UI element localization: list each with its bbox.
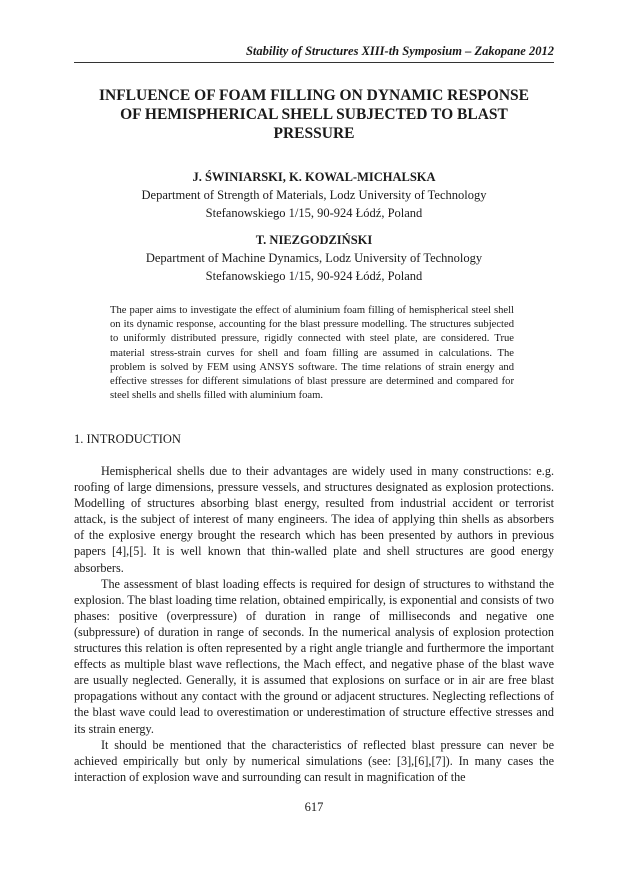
author-address: Stefanowskiego 1/15, 90-924 Łódź, Poland <box>205 269 423 283</box>
title-line-1: INFLUENCE OF FOAM FILLING ON DYNAMIC RESPONSE <box>98 87 529 104</box>
author-block-1 <box>74 168 554 222</box>
paragraph: The assessment of blast loading effects is required for design of structures to withstand the explosion. The blast loading time relation, obtained empirically, is exponential and consists of two phases: positive (overpressure) of duration in range of milliseconds and negative one (subpressure) of duration in range of seconds. In the numerical analysis of explosion protection structures this relation is often represented by a right angle triangle and furthermore the important effects as multiple blast wave reflections, the Mach effect, and negative phase of the blast wave are usually neglected. Generally, it is assumed that explosions on surface or in air are free blast propagations without any contact with the ground or adjacent structures. Neglecting reflections of the blast wave could lead to overestimation or underestimation of structure effective stresses and its strain energy. <box>74 576 554 736</box>
page-number: 617 <box>304 800 324 814</box>
author-address: Stefanowskiego 1/15, 90-924 Łódź, Poland <box>205 206 423 220</box>
title-line-2: OF HEMISPHERICAL SHELL SUBJECTED TO BLAST <box>120 106 508 123</box>
paragraph: Hemispherical shells due to their advantages are widely used in many constructions: e.g. roofing of large dimensions, pressure vessels, and structures designated as explosion protections. Modelling of structures absorbing blast energy, resulted from industrial accident or terrorist attack, is the subject of interest of many engineers. The idea of applying thin shells as absorbers of the explosive energy brought the research which has been presented by authors in previous papers [4],[5]. It is well known that thin-walled plate and shell structures are good energy absorbers. <box>74 464 554 575</box>
abstract: The paper aims to investigate the effect of aluminium foam filling of hemispherical steel shell on its dynamic response, accounting for the blast pressure modelling. The structures subjected to uniformly distributed pressure, rigidly connected with steel plate, are considered. True material stress-strain curves for shell and foam filling are assumed in calculations. The problem is solved by FEM using ANSYS software. The time relations of strain energy and effective stresses for different simulations of blast pressure are determined and compared for steel shells and shells filled with aluminium foam. <box>110 305 514 402</box>
body-text <box>74 463 554 785</box>
running-header: Stability of Structures XIII-th Symposium – Zakopane 2012 <box>245 44 554 58</box>
author-names: J. ŚWINIARSKI, K. KOWAL-MICHALSKA <box>192 170 436 184</box>
paper-title <box>74 86 554 143</box>
author-block-2 <box>74 231 554 285</box>
title-line-3: PRESSURE <box>273 125 355 142</box>
author-names: T. NIEZGODZIŃSKI <box>255 233 373 247</box>
header-rule <box>74 62 554 63</box>
paragraph: It should be mentioned that the characteristics of reflected blast pressure can never be achieved empirically but only by numerical simulations (see: [3],[6],[7]). In many cases the interaction of explosion wave and surrounding can result in magnification of the <box>74 737 554 784</box>
author-affiliation: Department of Strength of Materials, Lodz University of Technology <box>141 188 487 202</box>
section-heading: 1. INTRODUCTION <box>74 432 181 446</box>
author-affiliation: Department of Machine Dynamics, Lodz University of Technology <box>145 251 483 265</box>
